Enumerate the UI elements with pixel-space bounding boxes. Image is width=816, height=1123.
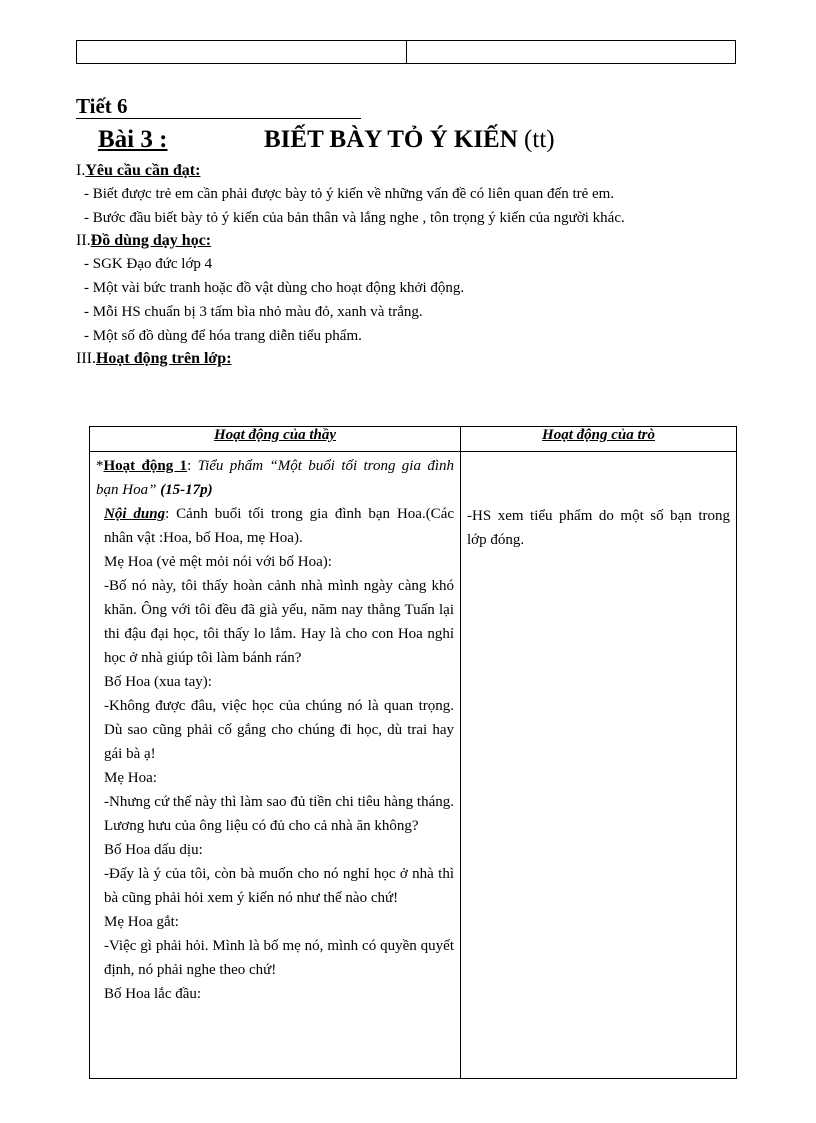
page-title [264,126,555,154]
section-heading-yeucau: I.Yêu cầu cần đạt: [76,162,201,179]
list-item: - Mỗi HS chuẩn bị 3 tấm bìa nhỏ màu đỏ, xanh và trắng. [84,304,423,320]
student-cell [461,452,737,1079]
column-header-student: Hoạt động của trò [461,427,737,452]
list-item: - Bước đầu biết bày tỏ ý kiến của bản thân và lắng nghe , tôn trọng ý kiến của người khác. [84,210,625,226]
title-text: BIẾT BÀY TỎ Ý KIẾN [264,126,518,153]
activity-title: *Hoạt động 1: Tiểu phẩm “Một buổi tối trong gia đình bạn Hoa” (15-17p) [96,458,454,498]
list-item: - Một số đồ dùng để hóa trang diễn tiểu phẩm. [84,328,362,344]
script-speaker: Mẹ Hoa: [104,770,157,786]
script-line: -Bố nó này, tôi thấy hoàn cảnh nhà mình ngày càng khó khăn. Ông với tôi đều đã già yếu, năm nay thằng Tuấn lại thi đậu đại học, tôi thấy lo lắm. Hay là cho con Hoa nghỉ học ở nhà giúp tôi làm bánh rán? [104,578,454,666]
script-line: -Nhưng cứ thế này thì làm sao đủ tiền chi tiêu hàng tháng. Lương hưu của ông liệu có đủ cho cả nhà ăn không? [104,794,454,834]
list-item: - Một vài bức tranh hoặc đồ vật dùng cho hoạt động khởi động. [84,280,465,296]
teacher-cell [90,452,461,1079]
column-header-teacher: Hoạt động của thầy [90,427,461,452]
script-line: -Đấy là ý của tôi, còn bà muốn cho nó nghỉ học ở nhà thì bà cũng phải hỏi xem ý kiến nó như thế nào chứ! [104,866,454,906]
section-heading-hoatdong: III.Hoạt động trên lớp: [76,350,232,367]
header-cell-left [77,41,406,63]
content-paragraph: Nội dung: Cảnh buổi tối trong gia đình bạn Hoa.(Các nhân vật :Hoa, bố Hoa, mẹ Hoa). [104,506,455,546]
script-speaker: Mẹ Hoa (vẻ mệt mỏi nói với bố Hoa): [104,554,332,570]
activity-table [89,426,737,1079]
script-lines [96,550,454,1006]
script-speaker: Mẹ Hoa gắt: [104,914,179,930]
divider [76,118,361,119]
script-line: -Việc gì phải hỏi. Mình là bố mẹ nó, mình có quyền quyết định, nó phải nghe theo chứ! [104,938,454,978]
list-item: - SGK Đạo đức lớp 4 [84,256,213,272]
script-line: -Không được đâu, việc học của chúng nó là quan trọng. Dù sao cũng phải cố gắng cho chúng đi học, dù trai hay gái bà ạ! [104,698,454,762]
script-speaker: Bố Hoa lắc đầu: [104,986,202,1002]
lesson-body [76,160,738,370]
list-item: - Biết được trẻ em cần phải được bày tỏ ý kiến về những vấn đề có liên quan đến trẻ em. [84,186,615,202]
lesson-period: Tiết 6 [76,94,128,118]
script-speaker: Bố Hoa dấu dịu: [104,842,203,858]
section-heading-dodung: II.Đồ dùng dạy học: [76,232,212,249]
script-speaker: Bố Hoa (xua tay): [104,674,212,690]
title-suffix: (tt) [524,126,555,153]
header-cell-right [406,41,736,63]
header-table [76,40,736,64]
student-activity: -HS xem tiểu phẩm do một số bạn trong lớp đóng. [467,508,730,548]
lesson-number: Bài 3 : [98,126,168,153]
